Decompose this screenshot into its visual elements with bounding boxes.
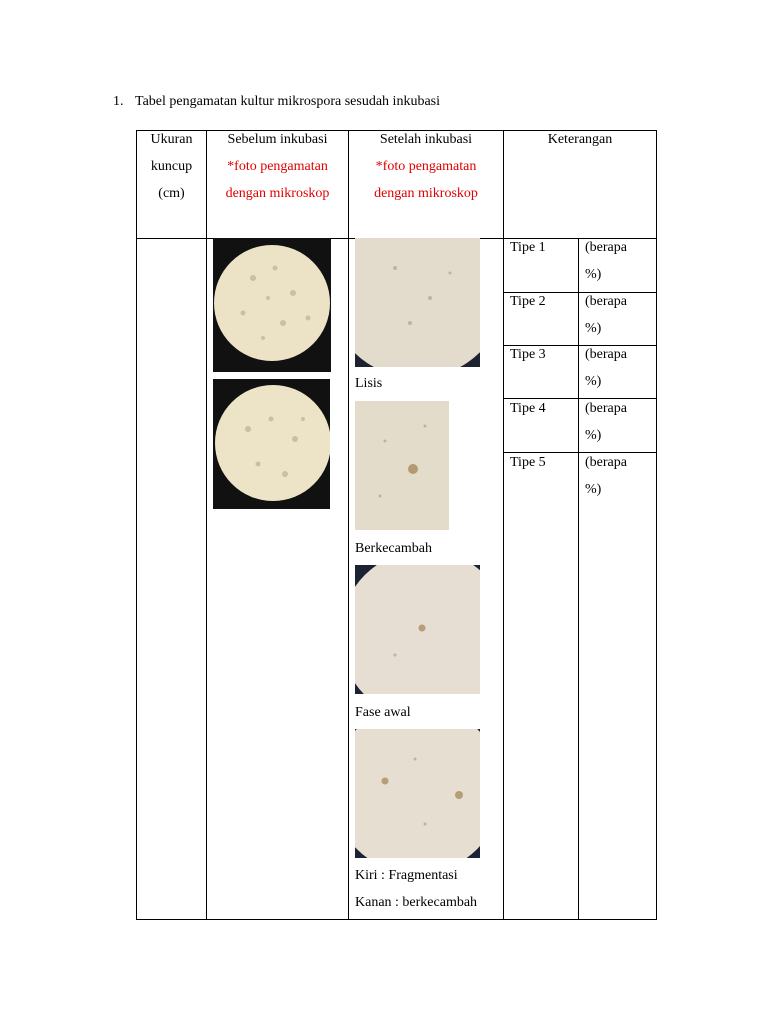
observation-table	[136, 130, 657, 919]
table-heading	[113, 94, 440, 110]
type-label: Tipe 5	[510, 455, 546, 470]
header-keterangan	[504, 126, 656, 153]
type-value-line: (berapa	[585, 347, 627, 362]
type-value	[585, 449, 627, 503]
heading-number: 1.	[113, 94, 124, 109]
type-label: Tipe 1	[510, 240, 546, 255]
type-value-line: (berapa	[585, 401, 627, 416]
caption-berkecambah: Berkecambah	[355, 541, 432, 556]
micrograph-lisis	[355, 238, 480, 367]
type-label: Tipe 3	[510, 347, 546, 362]
type-value-line: (berapa	[585, 294, 627, 309]
column-divider	[206, 130, 207, 920]
caption-kanan: Kanan : berkecambah	[355, 895, 478, 910]
micrograph-fase-awal	[355, 565, 480, 694]
header-ukuran-line: Ukuran	[150, 132, 193, 147]
caption-kiri: Kiri : Fragmentasi	[355, 868, 458, 883]
header-setelah-note: dengan mikroskop	[374, 186, 478, 201]
caption-lisis: Lisis	[355, 376, 383, 391]
heading-text: Tabel pengamatan kultur mikrospora sesudah inkubasi	[135, 94, 440, 109]
type-value	[585, 341, 627, 395]
header-sebelum-title: Sebelum inkubasi	[227, 132, 328, 147]
type-value-line: (berapa	[585, 455, 627, 470]
type-label: Tipe 2	[510, 294, 546, 309]
micrograph-berkecambah	[355, 401, 449, 530]
column-divider	[348, 130, 349, 920]
caption-fase-awal: Fase awal	[355, 705, 411, 720]
header-ukuran-line: (cm)	[158, 186, 185, 201]
type-value-line: %)	[585, 374, 602, 389]
type-value-line: %)	[585, 321, 602, 336]
micrograph-before-2	[213, 379, 330, 509]
type-value-line: %)	[585, 482, 602, 497]
header-setelah-title: Setelah inkubasi	[379, 132, 473, 147]
type-label: Tipe 4	[510, 401, 546, 416]
type-value-line: (berapa	[585, 240, 627, 255]
header-setelah-note: *foto pengamatan	[375, 159, 477, 174]
header-ukuran	[137, 126, 206, 207]
type-value-line: %)	[585, 428, 602, 443]
column-divider	[503, 130, 504, 920]
header-ukuran-line: kuncup	[150, 159, 193, 174]
table-border-right	[656, 130, 657, 920]
type-value	[585, 395, 627, 449]
header-keterangan-title: Keterangan	[547, 132, 613, 147]
micrograph-fragmentasi-berkecambah	[355, 729, 480, 858]
micrograph-before-1	[213, 238, 331, 372]
header-sebelum-note: dengan mikroskop	[225, 186, 330, 201]
type-value	[585, 288, 627, 342]
header-setelah	[349, 126, 503, 207]
type-value	[585, 234, 627, 288]
table-border-left	[136, 130, 137, 920]
header-sebelum	[207, 126, 348, 207]
header-sebelum-note: *foto pengamatan	[227, 159, 328, 174]
type-value-line: %)	[585, 267, 602, 282]
column-divider	[578, 238, 579, 920]
